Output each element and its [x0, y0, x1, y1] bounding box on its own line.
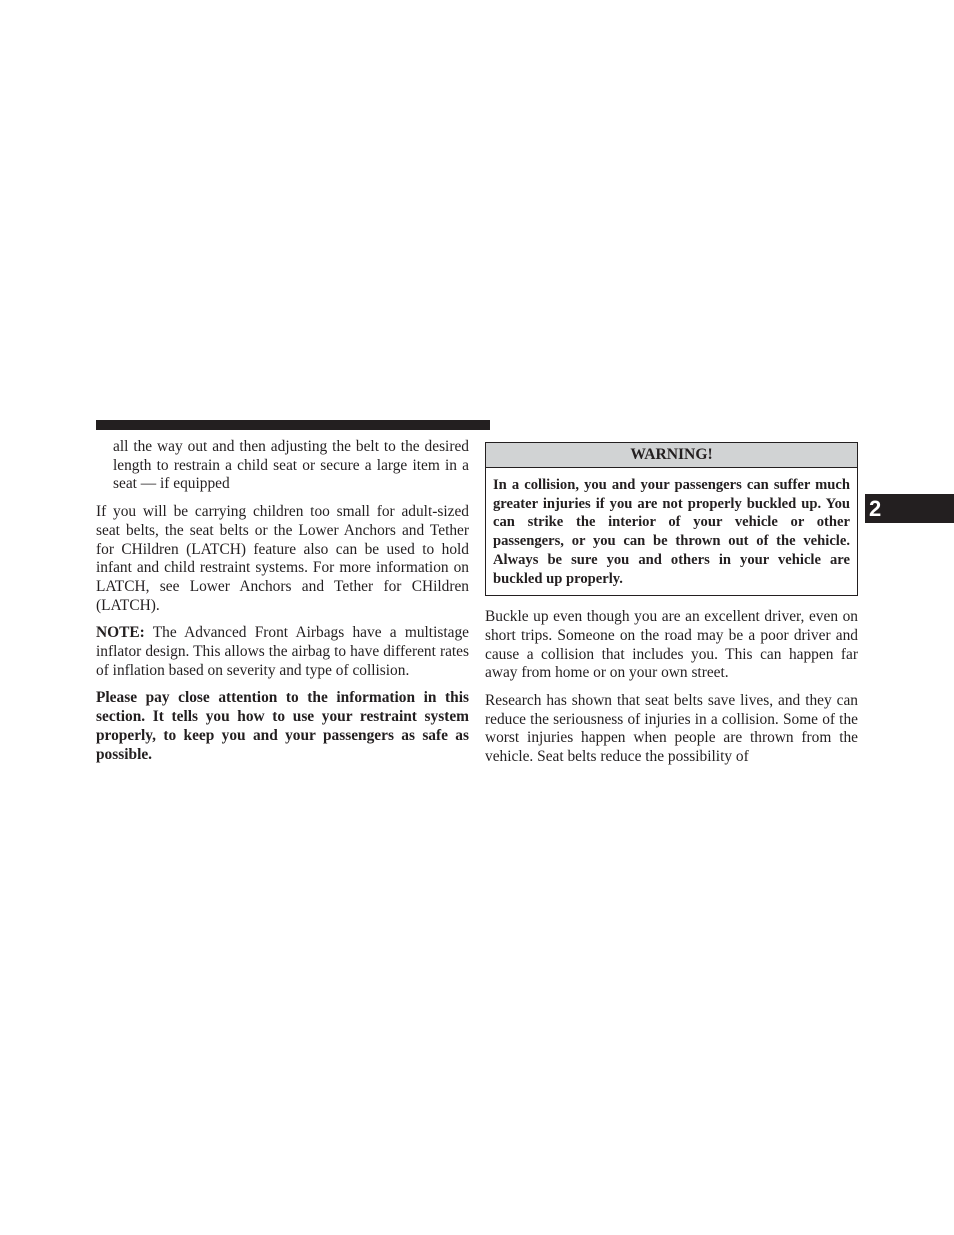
warning-title: WARNING!: [486, 443, 857, 468]
section-top-rule: [96, 420, 490, 430]
bullet-continuation: all the way out and then adjusting the belt to the desired length to restrain a child seat or secure a large item in a seat — if equipped: [113, 438, 469, 493]
latch-paragraph: If you will be carrying children too small for adult-sized seat belts, the seat belts or the Lower Anchors and Tether for CHildren (LATCH) feature also can be used to hold infant and child restraint systems. For more information on LATCH, see Lower Anchors and Tether for CHildren (LATCH).: [96, 503, 469, 614]
warning-box: [485, 442, 858, 596]
research-paragraph: Research has shown that seat belts save lives, and they can reduce the seriousness of injuries in a collision. Some of the worst injuries happen when people are thrown from the vehicle. Seat belts reduce the possibility of: [485, 692, 858, 766]
attention-paragraph: Please pay close attention to the information in this section. It tells you how to use your restraint system properly, to keep you and your passengers as safe as possible.: [96, 689, 469, 763]
note-text: The Advanced Front Airbags have a multistage inflator design. This allows the airbag to have different rates of inflation based on severity and type of collision.: [96, 624, 469, 679]
right-column: [485, 442, 858, 776]
warning-text: In a collision, you and your passengers can suffer much greater injuries if you are not properly buckled up. You can strike the interior of your vehicle or other passengers, or you can be thrown out of the vehicle. Always be sure you and others in your vehicle are buckled up properly.: [493, 477, 850, 587]
chapter-tab: 2: [865, 494, 954, 523]
note-paragraph: [96, 624, 469, 680]
left-column: [96, 438, 469, 773]
note-label: NOTE:: [96, 624, 145, 642]
buckle-up-paragraph: Buckle up even though you are an excellent driver, even on short trips. Someone on the road may be a poor driver and cause a collision that includes you. This can happen far away from home or on your own street.: [485, 608, 858, 682]
